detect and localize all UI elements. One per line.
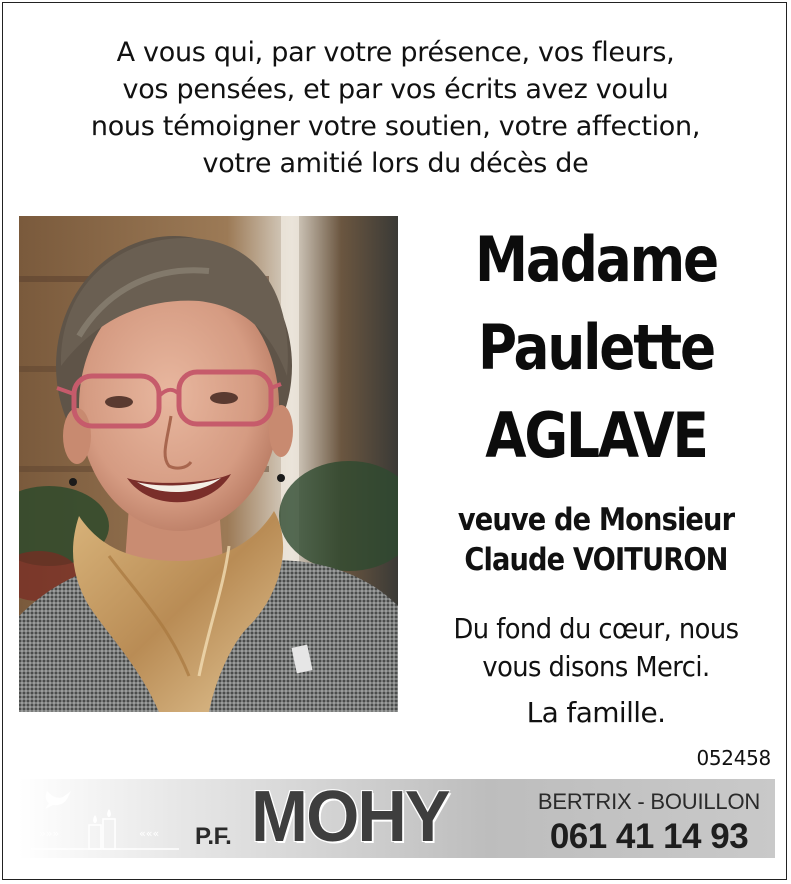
svg-text:»»»: »»» xyxy=(39,827,60,840)
portrait-photo xyxy=(19,216,398,712)
family-signature: La famille. xyxy=(526,696,666,729)
funeral-home-prefix: P.F. xyxy=(195,823,232,850)
spouse-line: veuve de Monsieur xyxy=(457,502,735,538)
thanks-message xyxy=(416,610,777,686)
thanks-line: Du fond du cœur, nous xyxy=(453,612,739,645)
dove-candle-icon xyxy=(19,779,189,858)
spouse-info xyxy=(424,500,769,580)
intro-line: nous témoigner votre soutien, votre affection, xyxy=(90,111,701,142)
deceased-name xyxy=(427,216,764,480)
intro-line: vos pensées, et par vos écrits avez voulu xyxy=(122,74,669,105)
thanks-line: vous disons Merci. xyxy=(482,650,710,683)
intro-line: A vous qui, par votre présence, vos fleurs, xyxy=(116,37,675,68)
spouse-line: Claude VOITURON xyxy=(464,542,728,578)
deceased-first-name: Paulette xyxy=(478,311,714,384)
deceased-title: Madame xyxy=(474,223,718,296)
funeral-home-phone: 061 41 14 93 xyxy=(549,817,749,856)
funeral-home-name: MOHY xyxy=(251,779,449,857)
funeral-home-locations: BERTRIX - BOUILLON xyxy=(537,789,761,814)
deceased-last-name: AGLAVE xyxy=(485,399,707,472)
reference-number: 052458 xyxy=(696,746,771,770)
funeral-home-banner xyxy=(19,779,775,858)
svg-text:«««: ««« xyxy=(139,827,160,840)
intro-line: votre amitié lors du décès de xyxy=(202,148,589,179)
intro-text xyxy=(0,34,791,182)
